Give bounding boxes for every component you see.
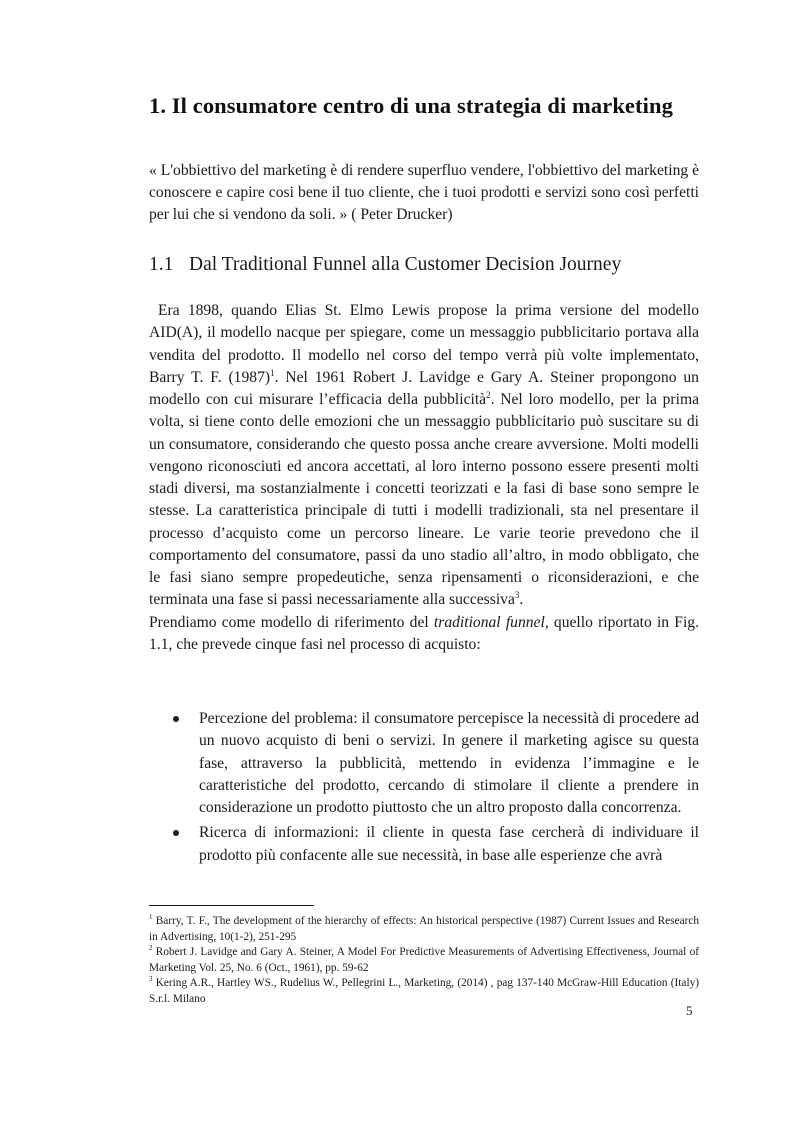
footnote-marker: 2: [149, 944, 153, 953]
footnote-ref-3: 3: [514, 590, 520, 601]
footnote-ref-2: 2: [486, 389, 491, 400]
list-item: [149, 822, 699, 867]
paragraph-2-emphasis: traditional funnel: [433, 613, 545, 631]
bullet-list: [149, 708, 699, 867]
bullet-dot-icon: [173, 716, 179, 722]
footnote-text: Barry, T. F., The development of the hierarchy of effects: An historical perspective (1987) Current Issues and Research in Advertising, 10(1-2), 251-295: [149, 915, 700, 943]
footnote-marker: 3: [149, 975, 153, 984]
footnote-ref-1: 1: [270, 367, 275, 378]
epigraph-quote: « L'obbiettivo del marketing è di rendere superfluo vendere, l'obbiettivo del marketing è conoscere e capire cosi bene il tuo cliente, che i tuoi prodotti e servizi sono così perfetti per lui che si vendono da soli. » ( Peter Drucker): [149, 162, 699, 223]
paragraph-1-part-2: . Nel 1961 Robert J. Lavidge e Gary A. Steiner propongono un modello con cui misurare l’efficacia della pubblicità: [149, 368, 699, 408]
footnotes: [149, 914, 699, 1007]
footnote-text: Robert J. Lavidge and Gary A. Steiner, A Model For Predictive Measurements of Advertising Effectiveness, Journal of Marketing Vol. 25, No. 6 (Oct., 1961), pp. 59-62: [149, 946, 699, 974]
paragraph-2-after: , quello riportato in Fig. 1.1, che prevede cinque fasi nel processo di acquisto:: [149, 613, 699, 653]
footnote-item: [149, 976, 699, 1007]
section-heading: [149, 254, 699, 276]
footnote-divider: [149, 905, 314, 906]
chapter-title: 1. Il consumatore centro di una strategia di marketing: [149, 93, 673, 118]
footnote-item: [149, 945, 699, 976]
bullet-dot-icon: [173, 830, 179, 836]
page-number: 5: [686, 1003, 693, 1018]
paragraph-1-part-4: .: [519, 591, 524, 609]
paragraph-1-part-3: . Nel loro modello, per la prima volta, si tiene conto delle emozioni che un messaggio pubblicitario può suscitare su di un consumatore, considerando che questo possa anche creare avversione. Molti modelli vengono riconosciuti ed ancora accettati, al loro interno possono essere presenti molti stadi diversi, ma sostanzialmente i concetti teorizzati e la fasi di base sono sempre le stesse. La caratteristica principale di tutti i modelli tradizionali, sta nel presentare il processo d’acquisto come un percorso lineare. Le varie teorie prevedono che il comportamento del consumatore, passi da uno stadio all’altro, in modo obbligato, che le fasi siano sempre propedeutiche, senza ripensamenti o riconsiderazioni, e che terminata una fase si passi necessariamente alla successiva: [149, 391, 699, 609]
paragraph-1-part-1: Era 1898, quando Elias St. Elmo Lewis propose la prima versione del modello AID(A), il modello nacque per spiegare, come un messaggio pubblicitario portava alla vendita del prodotto. Il modello nel corso del tempo verrà più volte implementato, Barry T. F. (1987): [149, 302, 699, 386]
section-title: Dal Traditional Funnel alla Customer Decision Journey: [189, 254, 622, 275]
list-item: [149, 708, 699, 819]
bullet-text: Ricerca di informazioni: il cliente in questa fase cercherà di individuare il prodotto più confacente alle sue necessità, in base alle esperienze che avrà: [199, 824, 699, 864]
body-text: [149, 300, 699, 656]
section-number: 1.1: [149, 254, 174, 275]
footnote-item: [149, 914, 699, 945]
footnote-marker: 1: [149, 913, 153, 922]
paragraph-2-before: Prendiamo come modello di riferimento del: [149, 613, 434, 631]
bullet-text: Percezione del problema: il consumatore percepisce la necessità di procedere ad un nuovo acquisto di beni o servizi. In genere il marketing agisce su questa fase, attraverso la pubblicità, mettendo in evidenza l’immagine e le caratteristiche del prodotto, cercando di stimolare il cliente a prendere in considerazione un prodotto piuttosto che un altro proposto dalla concorrenza.: [199, 710, 699, 816]
footnote-text: Kering A.R., Hartley WS., Rudelius W., Pellegrini L., Marketing, (2014) , pag 137-140 McGraw-Hill Education (Italy) S.r.l. Milano: [149, 977, 699, 1005]
